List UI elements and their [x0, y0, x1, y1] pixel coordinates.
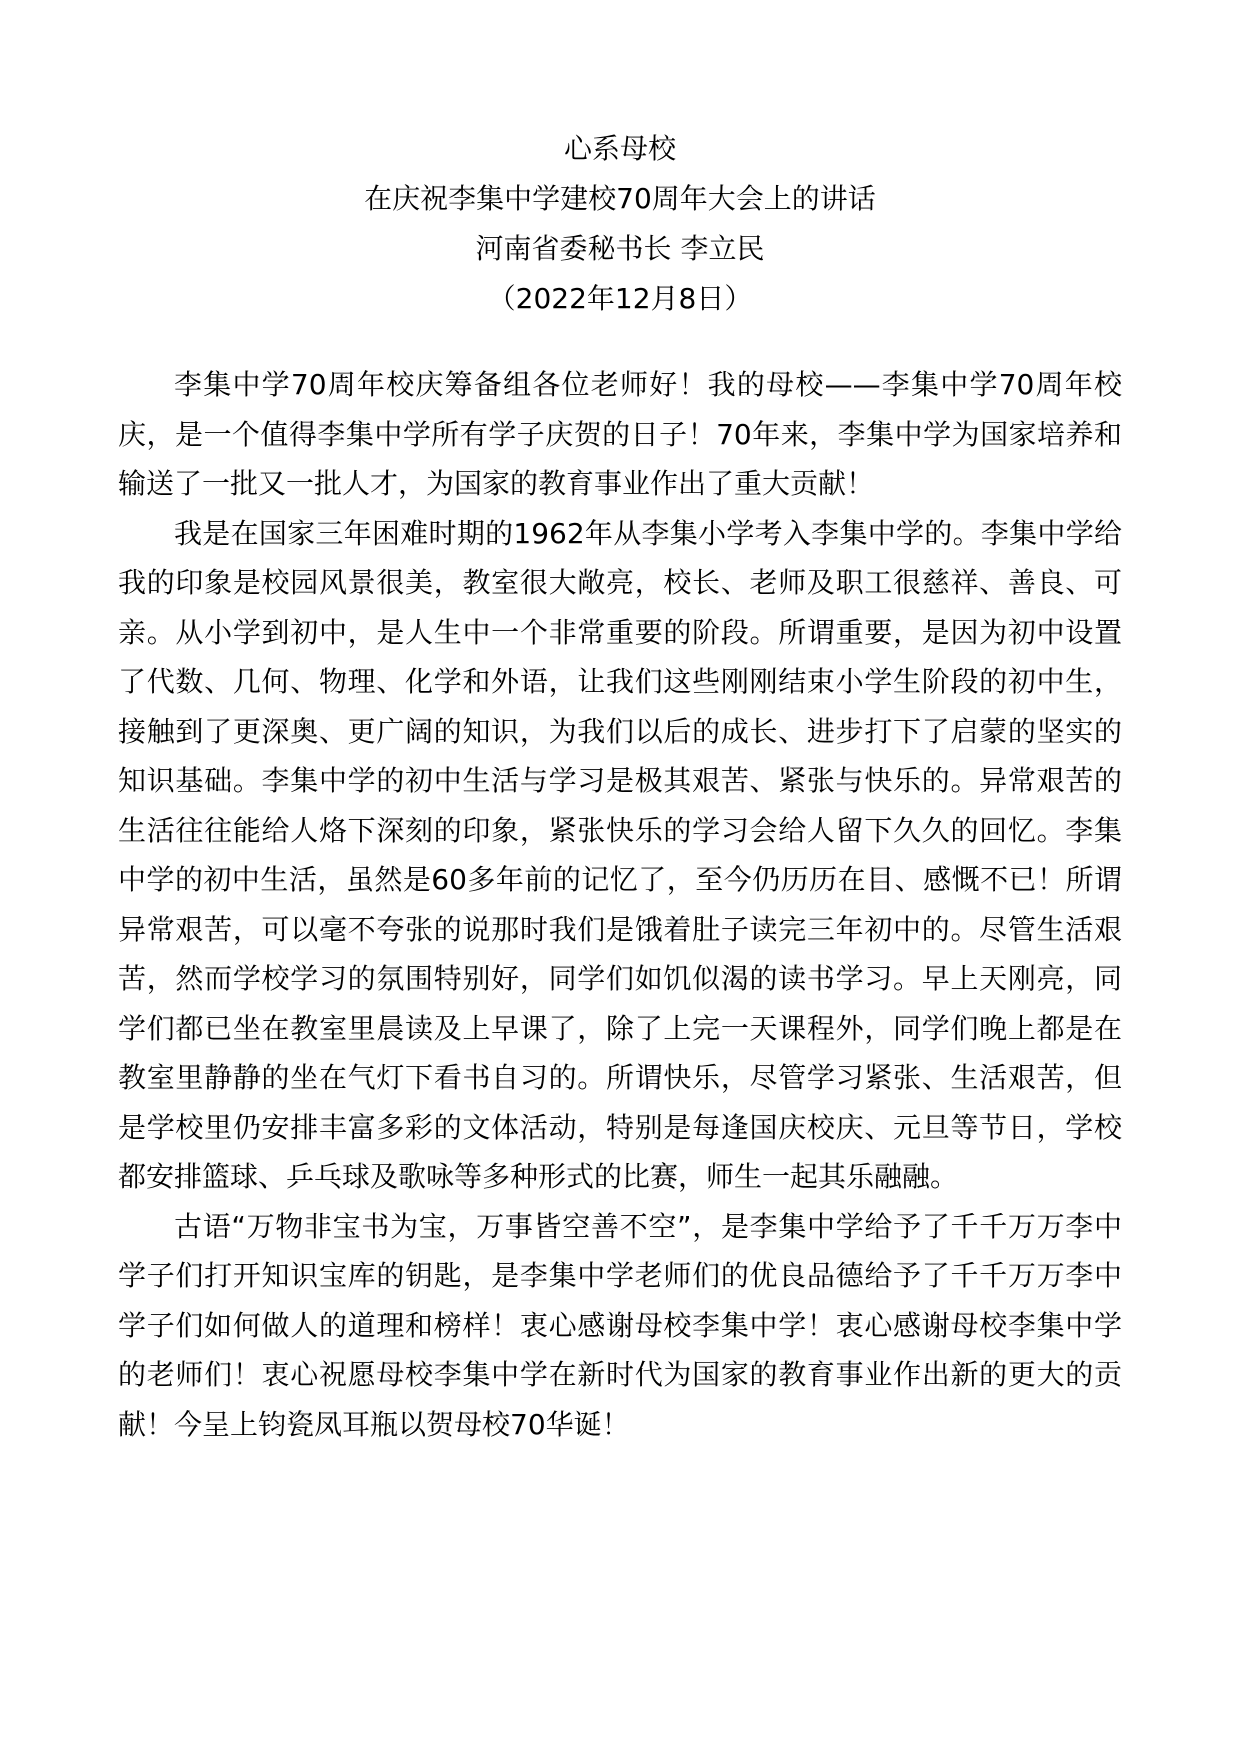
document-subtitle: 在庆祝李集中学建校70周年大会上的讲话 — [364, 182, 876, 215]
document-date: （2022年12月8日） — [487, 282, 753, 315]
document-author: 河南省委秘书长 李立民 — [475, 232, 765, 265]
body-paragraph-1: 李集中学70周年校庆筹备组各位老师好！我的母校——李集中学70周年校庆，是一个值得李集中学所有学子庆贺的日子！70年来，李集中学为国家培养和输送了一批又一批人才，为国家的教育事业作出了重大贡献！ — [118, 368, 1122, 500]
document-header — [0, 124, 1240, 324]
body-paragraph-2: 我是在国家三年困难时期的1962年从李集小学考入李集中学的。李集中学给我的印象是校园风景很美，教室很大敞亮，校长、老师及职工很慈祥、善良、可亲。从小学到初中，是人生中一个非常重要的阶段。所谓重要，是因为初中设置了代数、几何、物理、化学和外语，让我们这些刚刚结束小学生阶段的初中生，接触到了更深奥、更广阔的知识，为我们以后的成长、进步打下了启蒙的坚实的知识基础。李集中学的初中生活与学习是极其艰苦、紧张与快乐的。异常艰苦的生活往往能给人烙下深刻的印象，紧张快乐的学习会给人留下久久的回忆。李集中学的初中生活，虽然是60多年前的记忆了，至今仍历历在目、感慨不已！所谓异常艰苦，可以毫不夸张的说那时我们是饿着肚子读完三年初中的。尽管生活艰苦，然而学校学习的氛围特别好，同学们如饥似渴的读书学习。早上天刚亮，同学们都已坐在教室里晨读及上早课了，除了上完一天课程外，同学们晚上都是在教室里静静的坐在气灯下看书自习的。所谓快乐，尽管学习紧张、生活艰苦，但是学校里仍安排丰富多彩的文体活动，特别是每逢国庆校庆、元旦等节日，学校都安排篮球、乒乓球及歌咏等多种形式的比赛，师生一起其乐融融。 — [118, 516, 1122, 1193]
document-title: 心系母校 — [563, 132, 676, 165]
document-body — [118, 360, 1122, 1449]
body-paragraph-3: 古语“万物非宝书为宝，万事皆空善不空”，是李集中学给予了千千万万李中学子们打开知识宝库的钥匙，是李集中学老师们的优良品德给予了千千万万李中学子们如何做人的道理和榜样！衷心感谢母校李集中学！衷心感谢母校李集中学的老师们！衷心祝愿母校李集中学在新时代为国家的教育事业作出新的更大的贡献！今呈上钧瓷凤耳瓶以贺母校70华诞！ — [118, 1209, 1122, 1441]
